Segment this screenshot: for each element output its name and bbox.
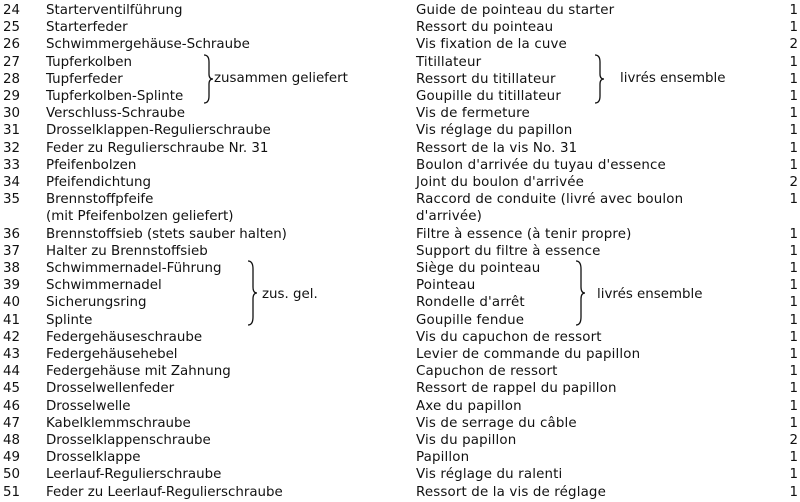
french-description: Titillateur	[416, 54, 482, 70]
german-description: Federgehäusehebel	[46, 347, 178, 362]
german-description: Feder zu Leerlauf-Regulierschraube	[46, 484, 283, 500]
table-row	[0, 88, 800, 105]
french-description: Vis de serrage du câble	[416, 415, 577, 431]
french-description: Ressort du pointeau	[416, 20, 554, 36]
quantity: 1	[789, 261, 798, 276]
quantity: 1	[789, 226, 798, 242]
quantity: 1	[789, 398, 798, 414]
group1-de-label: zusammen geliefert	[214, 71, 348, 86]
german-description: Verschluss-Schraube	[46, 106, 185, 122]
table-row	[0, 398, 800, 415]
french-description: Rondelle d'arrêt	[416, 295, 525, 311]
french-description: Filtre à essence (à tenir propre)	[416, 226, 632, 242]
part-number: 41	[3, 312, 21, 328]
german-description: Tupferkolben	[46, 54, 133, 70]
part-number: 38	[3, 261, 21, 276]
french-description: Capuchon de ressort	[416, 364, 558, 380]
quantity: 1	[789, 347, 798, 362]
german-description: Drosselklappenschraube	[46, 433, 211, 448]
table-row	[0, 484, 800, 501]
german-description: Brennstoffsieb (stets sauber halten)	[46, 226, 287, 242]
part-number: 42	[3, 329, 21, 345]
part-number: 25	[3, 20, 21, 36]
part-number: 45	[3, 381, 21, 397]
part-number: 33	[3, 157, 21, 173]
german-description: Drosselklappe	[46, 450, 141, 466]
table-row	[0, 243, 800, 260]
table-row	[0, 174, 800, 191]
french-description: Guide de pointeau du starter	[416, 3, 615, 18]
german-description: Federgehäuseschraube	[46, 329, 203, 345]
german-description: (mit Pfeifenbolzen geliefert)	[46, 209, 234, 225]
german-description: Pfeifenbolzen	[46, 157, 137, 173]
table-row	[0, 226, 800, 243]
french-description: d'arrivée)	[416, 209, 483, 225]
german-description: Leerlauf-Regulierschraube	[46, 467, 222, 483]
table-row	[0, 36, 800, 53]
french-description: Vis du capuchon de ressort	[416, 329, 602, 345]
table-row	[0, 380, 800, 397]
part-number: 26	[3, 37, 21, 53]
group2-de-label: zus. gel.	[262, 287, 318, 302]
french-description: Siège du pointeau	[416, 261, 541, 276]
quantity: 1	[789, 329, 798, 345]
german-description: Schwimmernadel	[46, 278, 162, 294]
french-description: Goupille fendue	[416, 312, 525, 328]
french-description: Boulon d'arrivée du tuyau d'essence	[416, 157, 666, 173]
table-row	[0, 54, 800, 71]
french-description: Ressort de la vis de réglage	[416, 484, 606, 500]
french-description: Support du filtre à essence	[416, 243, 601, 259]
table-row	[0, 122, 800, 139]
french-description: Vis réglage du papillon	[416, 123, 573, 139]
german-description: Tupferkolben-Splinte	[46, 89, 184, 104]
part-number: 44	[3, 364, 21, 380]
french-description: Vis fixation de la cuve	[416, 37, 567, 53]
table-row	[0, 208, 800, 225]
table-row	[0, 2, 800, 19]
french-description: Goupille du titillateur	[416, 89, 561, 104]
table-row	[0, 312, 800, 329]
group1-fr-label: livrés ensemble	[620, 71, 726, 86]
quantity: 1	[789, 312, 798, 328]
quantity: 1	[789, 20, 798, 36]
table-row	[0, 191, 800, 208]
brace-group1-fr	[593, 54, 605, 104]
table-row	[0, 346, 800, 363]
quantity: 1	[789, 140, 798, 156]
german-description: Splinte	[46, 312, 93, 328]
table-row	[0, 415, 800, 432]
table-row	[0, 363, 800, 380]
german-description: Kabelklemmschraube	[46, 415, 191, 431]
quantity: 1	[789, 157, 798, 173]
german-description: Sicherungsring	[46, 295, 147, 311]
quantity: 1	[789, 106, 798, 122]
quantity: 1	[789, 450, 798, 466]
french-description: Vis réglage du ralenti	[416, 467, 563, 483]
quantity: 2	[789, 175, 798, 190]
part-number: 40	[3, 295, 21, 311]
quantity: 1	[789, 484, 798, 500]
french-description: Levier de commande du papillon	[416, 347, 641, 362]
part-number: 35	[3, 192, 21, 208]
quantity: 1	[789, 415, 798, 431]
table-row	[0, 466, 800, 483]
table-row	[0, 140, 800, 157]
part-number: 36	[3, 226, 21, 242]
french-description: Ressort de la vis No. 31	[416, 140, 578, 156]
part-number: 39	[3, 278, 21, 294]
table-row	[0, 449, 800, 466]
quantity: 1	[789, 295, 798, 311]
french-description: Axe du papillon	[416, 398, 522, 414]
part-number: 47	[3, 415, 21, 431]
french-description: Papillon	[416, 450, 470, 466]
part-number: 34	[3, 175, 21, 190]
part-number: 43	[3, 347, 21, 362]
quantity: 1	[789, 3, 798, 18]
part-number: 27	[3, 54, 21, 70]
german-description: Pfeifendichtung	[46, 175, 151, 190]
quantity: 1	[789, 278, 798, 294]
quantity: 1	[789, 381, 798, 397]
part-number: 30	[3, 106, 21, 122]
german-description: Halter zu Brennstoffsieb	[46, 243, 208, 259]
german-description: Starterventilführung	[46, 3, 183, 18]
part-number: 48	[3, 433, 21, 448]
brace-group1-de	[202, 54, 214, 104]
table-row	[0, 157, 800, 174]
german-description: Feder zu Regulierschraube Nr. 31	[46, 140, 269, 156]
quantity: 1	[789, 123, 798, 139]
german-description: Drosselwelle	[46, 398, 131, 414]
quantity: 2	[789, 37, 798, 53]
quantity: 2	[789, 433, 798, 448]
french-description: Vis de fermeture	[416, 106, 530, 122]
quantity: 1	[789, 467, 798, 483]
brace-group2-de	[246, 260, 258, 326]
quantity: 1	[789, 364, 798, 380]
table-row	[0, 329, 800, 346]
quantity: 1	[789, 54, 798, 70]
german-description: Federgehäuse mit Zahnung	[46, 364, 231, 380]
table-row	[0, 105, 800, 122]
brace-group2-fr	[574, 260, 586, 326]
group2-fr-label: livrés ensemble	[597, 287, 703, 302]
french-description: Ressort de rappel du papillon	[416, 381, 617, 397]
part-number: 24	[3, 3, 21, 18]
german-description: Schwimmergehäuse-Schraube	[46, 37, 250, 53]
part-number: 28	[3, 71, 21, 87]
part-number: 29	[3, 89, 21, 104]
part-number: 32	[3, 140, 21, 156]
table-row	[0, 260, 800, 277]
quantity: 1	[789, 192, 798, 208]
quantity: 1	[789, 71, 798, 87]
german-description: Drosselklappen-Regulierschraube	[46, 123, 271, 139]
part-number: 46	[3, 398, 21, 414]
part-number: 49	[3, 450, 21, 466]
german-description: Schwimmernadel-Führung	[46, 261, 222, 276]
quantity: 1	[789, 89, 798, 104]
table-row	[0, 19, 800, 36]
german-description: Tupferfeder	[46, 71, 123, 87]
part-number: 51	[3, 484, 21, 500]
french-description: Vis du papillon	[416, 433, 517, 448]
french-description: Joint du boulon d'arrivée	[416, 175, 584, 190]
part-number: 31	[3, 123, 21, 139]
quantity: 1	[789, 243, 798, 259]
german-description: Brennstoffpfeife	[46, 192, 154, 208]
french-description: Pointeau	[416, 278, 476, 294]
table-row	[0, 432, 800, 449]
part-number: 37	[3, 243, 21, 259]
german-description: Starterfeder	[46, 20, 128, 36]
german-description: Drosselwellenfeder	[46, 381, 175, 397]
french-description: Raccord de conduite (livré avec boulon	[416, 192, 684, 208]
french-description: Ressort du titillateur	[416, 71, 556, 87]
part-number: 50	[3, 467, 21, 483]
